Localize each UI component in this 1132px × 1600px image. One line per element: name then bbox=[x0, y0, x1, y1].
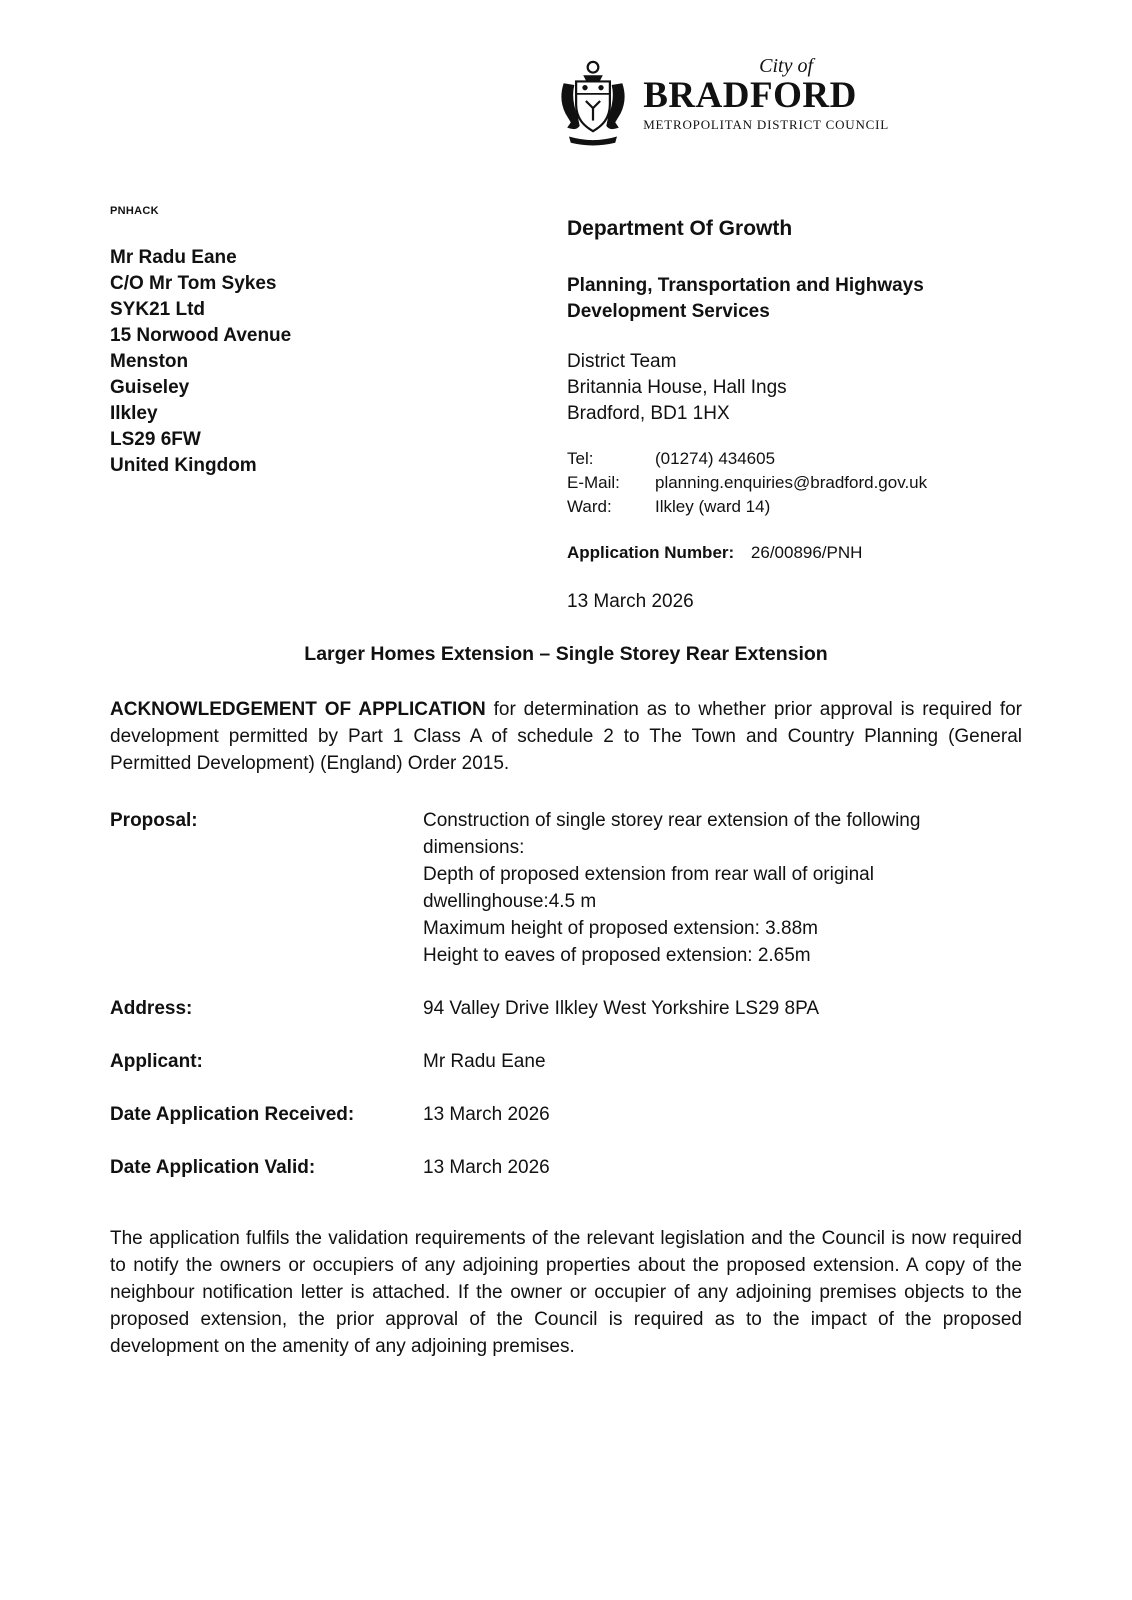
council-logo bbox=[553, 55, 889, 147]
recipient-line: Menston bbox=[110, 351, 189, 372]
logo-city-of: City of bbox=[759, 55, 814, 77]
council-logo-text bbox=[643, 55, 889, 134]
field-row-date-valid bbox=[110, 1154, 1022, 1181]
date-valid-label: Date Application Valid: bbox=[110, 1157, 316, 1178]
recipient-line: Mr Radu Eane bbox=[110, 247, 237, 268]
applicant-value: Mr Radu Eane bbox=[423, 1051, 546, 1072]
date-valid-value: 13 March 2026 bbox=[423, 1157, 550, 1178]
department-address-line: District Team bbox=[567, 351, 677, 372]
recipient-line: C/O Mr Tom Sykes bbox=[110, 273, 277, 294]
application-fields bbox=[0, 807, 1132, 1181]
recipient-address bbox=[110, 245, 567, 479]
department-address-line: Britannia House, Hall Ings bbox=[567, 377, 787, 398]
recipient-line: LS29 6FW bbox=[110, 429, 201, 450]
acknowledgement-body: for determination as to whether prior approval is required for development permitted by Part 1 Class A of schedule 2 to The Town and Country Planning (General Permitted Development) (England) Order 2015. bbox=[110, 699, 1022, 774]
proposal-line: Height to eaves of proposed extension: 2.65m bbox=[423, 945, 811, 966]
proposal-line: Depth of proposed extension from rear wall of original dwellinghouse:4.5 m bbox=[423, 864, 874, 912]
contact-row-ward bbox=[567, 495, 1022, 519]
acknowledgement-paragraph bbox=[0, 696, 1132, 777]
applicant-label: Applicant: bbox=[110, 1051, 203, 1072]
recipient-line: Guiseley bbox=[110, 377, 190, 398]
tel-value: (01274) 434605 bbox=[655, 449, 776, 468]
proposal-line: Maximum height of proposed extension: 3.88m bbox=[423, 918, 818, 939]
email-value: planning.enquiries@bradford.gov.uk bbox=[655, 473, 928, 492]
department-address bbox=[567, 349, 1022, 427]
email-label: E-Mail: bbox=[567, 473, 620, 492]
recipient-block bbox=[110, 205, 567, 613]
department-block bbox=[567, 205, 1022, 613]
contact-row-email bbox=[567, 471, 1022, 495]
department-address-line: Bradford, BD1 1HX bbox=[567, 403, 730, 424]
ward-value: Ilkley (ward 14) bbox=[655, 497, 771, 516]
address-columns bbox=[0, 205, 1132, 613]
field-row-applicant bbox=[110, 1048, 1022, 1075]
bradford-coat-of-arms-icon bbox=[553, 55, 633, 147]
logo-subtitle: METROPOLITAN DISTRICT COUNCIL bbox=[643, 117, 889, 132]
closing-paragraph: The application fulfils the validation requirements of the relevant legislation and the Council is now required to notify the owners or occupiers of any adjoining properties about the proposed extension. A copy of the neighbour notification letter is attached. If the owner or occupier of any adjoining premises objects to the proposed extension, the prior approval of the Council is required as to the impact of the proposed development on the amenity of any adjoining premises. bbox=[110, 1228, 1022, 1357]
tel-label: Tel: bbox=[567, 449, 594, 468]
contact-details bbox=[567, 447, 1022, 519]
logo-bradford: BRADFORD bbox=[643, 75, 857, 116]
recipient-line: Ilkley bbox=[110, 403, 158, 424]
application-number-row bbox=[567, 543, 1022, 563]
ward-label: Ward: bbox=[567, 497, 612, 516]
field-row-date-received bbox=[110, 1101, 1022, 1128]
date-received-label: Date Application Received: bbox=[110, 1104, 355, 1125]
department-service: Planning, Transportation and Highways Development Services bbox=[567, 275, 924, 322]
header bbox=[0, 0, 1132, 147]
department-title: Department Of Growth bbox=[567, 217, 793, 240]
proposal-line: Construction of single storey rear extension of the following dimensions: bbox=[423, 810, 921, 858]
field-row-address bbox=[110, 995, 1022, 1022]
application-number-label: Application Number: bbox=[567, 543, 735, 562]
application-number-value: 26/00896/PNH bbox=[750, 543, 863, 562]
address-value: 94 Valley Drive Ilkley West Yorkshire LS29 8PA bbox=[423, 998, 820, 1019]
acknowledgement-lead: ACKNOWLEDGEMENT OF APPLICATION bbox=[110, 699, 486, 720]
letter-date: 13 March 2026 bbox=[567, 591, 694, 612]
proposal-label: Proposal: bbox=[110, 810, 198, 831]
date-received-value: 13 March 2026 bbox=[423, 1104, 550, 1125]
address-label: Address: bbox=[110, 998, 193, 1019]
field-row-proposal bbox=[110, 807, 1022, 969]
reference-code: PNHACK bbox=[110, 205, 159, 217]
recipient-line: 15 Norwood Avenue bbox=[110, 325, 292, 346]
document-title: Larger Homes Extension – Single Storey Rear Extension bbox=[304, 643, 828, 665]
recipient-line: SYK21 Ltd bbox=[110, 299, 206, 320]
contact-row-tel bbox=[567, 447, 1022, 471]
recipient-line: United Kingdom bbox=[110, 455, 257, 476]
proposal-value bbox=[423, 807, 1022, 969]
